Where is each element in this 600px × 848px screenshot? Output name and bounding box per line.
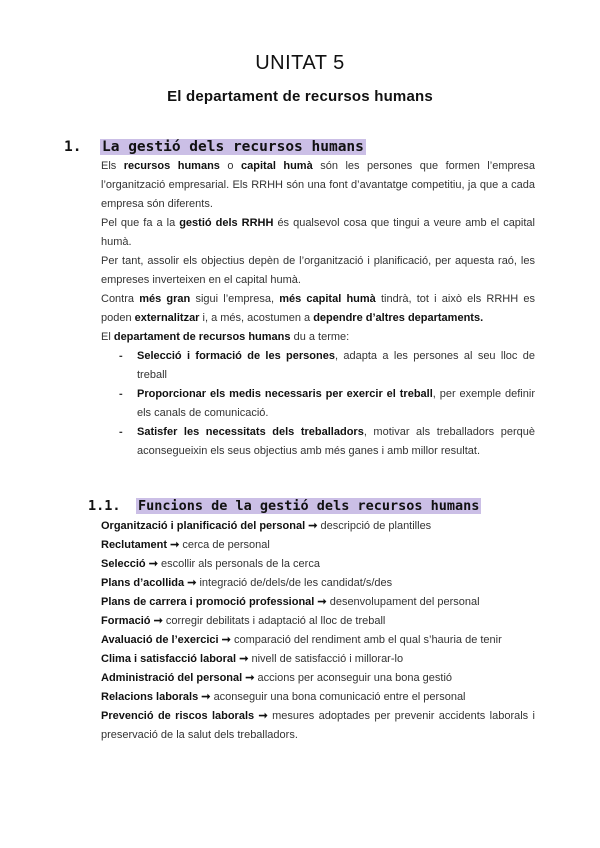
- functions-list: [101, 517, 535, 745]
- arrow-icon: ➞: [317, 596, 327, 608]
- paragraph-1: Els recursos humans o capital humà són les persones que formen l’empresa l’organització empresarial. Els RRHH són una font d’avantatge competitiu, ja que a cada empresa són diferents.: [101, 160, 535, 210]
- function-row: Clima i satisfacció laboral ➞ nivell de satisfacció i millorar-lo: [101, 653, 404, 665]
- list-item: - Proporcionar els medis necessaris per exercir el treball, per exemple definir els canals de comunicació.: [119, 388, 535, 419]
- function-row: Relacions laborals ➞ aconseguir una bona comunicació entre el personal: [101, 691, 466, 703]
- paragraph-5: El departament de recursos humans du a terme:: [101, 331, 350, 343]
- function-row: Selecció ➞ escollir als personals de la cerca: [101, 558, 320, 570]
- arrow-icon: ➞: [187, 577, 197, 589]
- arrow-icon: ➞: [153, 615, 163, 627]
- function-row: Reclutament ➞ cerca de personal: [101, 539, 270, 551]
- function-row: Organització i planificació del personal ➞ descripció de plantilles: [101, 520, 432, 532]
- function-row: Formació ➞ corregir debilitats i adaptació al lloc de treball: [101, 615, 386, 627]
- list-item: - Selecció i formació de les persones, adapta a les persones al seu lloc de treball: [119, 350, 536, 381]
- unit-subtitle: El departament de recursos humans: [167, 88, 433, 105]
- section-1-heading: [64, 139, 366, 155]
- arrow-icon: ➞: [258, 710, 268, 722]
- list-item: - Satisfer les necessitats dels treballadors, motivar als treballadors perquè aconsegueixin els seus objectius amb més ganes i amb millor resultat.: [119, 426, 535, 457]
- arrow-icon: ➞: [239, 653, 249, 665]
- function-row: Avaluació de l’exercici ➞ comparació del rendiment amb el qual s’hauria de tenir: [101, 634, 502, 646]
- function-row: Prevenció de riscos laborals ➞ mesures adoptades per prevenir accidents laborals i preservació de la salut dels treballadors.: [101, 710, 535, 741]
- paragraph-4: Contra més gran sigui l’empresa, més capital humà tindrà, tot i això els RRHH es poden externalitzar i, a més, acostumen a dependre d’altres departaments.: [101, 293, 535, 324]
- section-1-1-heading: [88, 498, 481, 514]
- paragraph-2: Pel que fa a la gestió dels RRHH és qualsevol cosa que tingui a veure amb el capital humà.: [101, 217, 535, 248]
- section-1-number: 1.: [64, 139, 82, 155]
- function-row: Plans de carrera i promoció professional ➞ desenvolupament del personal: [101, 596, 480, 608]
- section-1-1-number: 1.1.: [88, 498, 121, 514]
- arrow-icon: ➞: [245, 672, 255, 684]
- arrow-icon: ➞: [148, 558, 158, 570]
- section-1-body: [101, 157, 535, 461]
- arrow-icon: ➞: [221, 634, 231, 646]
- arrow-icon: ➞: [308, 520, 318, 532]
- section-1-title: La gestió dels recursos humans: [102, 139, 364, 155]
- paragraph-3: Per tant, assolir els objectius depèn de l’organització i planificació, per aquesta raó, les empreses inverteixen en el capital humà.: [101, 255, 535, 286]
- arrow-icon: ➞: [201, 691, 211, 703]
- unit-title: UNITAT 5: [255, 52, 345, 74]
- duties-list: [101, 347, 535, 461]
- arrow-icon: ➞: [170, 539, 180, 551]
- section-1-1-title: Funcions de la gestió dels recursos humans: [138, 498, 480, 514]
- function-row: Plans d’acollida ➞ integració de/dels/de les candidat/s/des: [101, 577, 393, 589]
- function-row: Administració del personal ➞ accions per aconseguir una bona gestió: [101, 672, 453, 684]
